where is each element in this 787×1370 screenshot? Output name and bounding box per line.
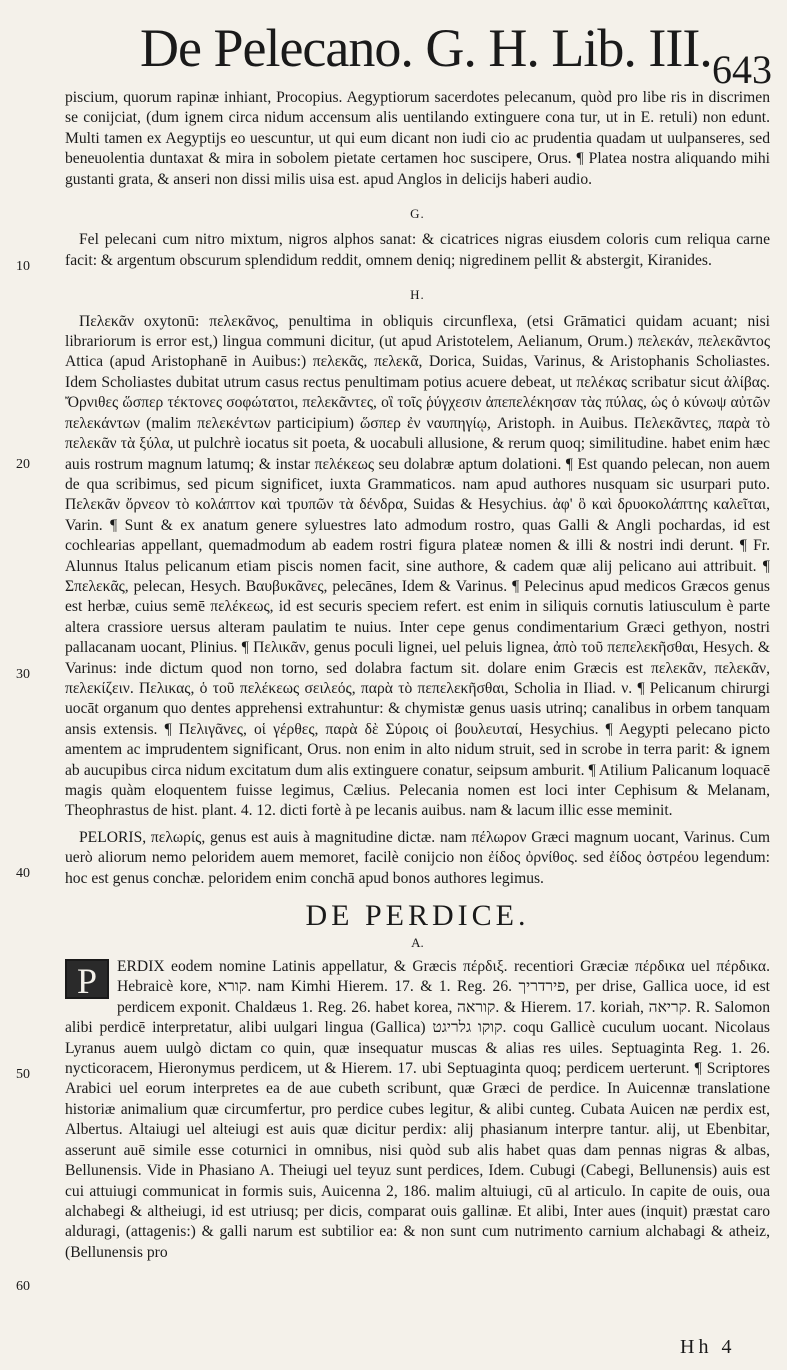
margin-line-number-50: 50	[16, 1067, 30, 1082]
paragraph-peloris: PELORIS, πελωρίς, genus est auis à magnitudine dictæ. nam πέλωρον Græci magnum uocant, Varinus. Cum uerò aliorum nemo peloridem auem memoret, facilè conijcio non ἐίδος ὀρνίθος. sed ἐίδος ὀστρέου legendum: hoc est genus conchæ. peloridem enim conchā apud bonos authores legimus.	[65, 828, 770, 887]
paragraph-h: Πελεκᾶν oxytonū: πελεκᾶνος, penultima in obliquis circunflexa, (etsi Grāmatici quidam acuant; nisi librariorum is error est,) lingua communi dicitur, (ut apud Aristotelem, Aelianum, Orum.) πελεκάν, πελεκᾶντος Attica (apud Aristophanē in Auibus:) πελεκᾶς, πελεκᾶ, Dorica, Suidas, Varinus, & Aristophanis Scholiastes. Idem Scholiastes dubitat utrum casus rectus penultimam potius acuere debeat, ut πελέκας scribatur sicut ἀλίβας. Ὄρνιθες ὥσπερ τέκτονες σοφώτατοι, πελεκᾶντες, οἳ τοῖς ῥύγχεσιν ἀπεπελέκησαν τὰς πύλας, ὡς ὁ κύνωψ αὐτῶν πελεκάντων (malim πελεκέντων participium) ὥσπερ ἐν ναυπηγίῳ, Aristoph. in Auibus. Πελεκᾶντες, παρὰ τὸ πελεκᾶν τὰ ξύλα, ut pulchrè iocatus sit poeta, & uocabuli allusione, & rerum quoq; similitudine. habet enim hæc auis rostrum magnum latumq; & instar πελέκεως seu dolabræ aptum dolationi. ¶ Est quando pelecan, non auem de qua scribimus, sed picum significet, iuxta Grammaticos. nam apud authores nusquam sic usurpari puto. Πελεκᾶν ὄρνεον τὸ κολάπτον καὶ τρυπῶν τὰ δένδρα, Suidas & Hesychius. ἀφ' ὃ καὶ δρυοκολάπτης καλεῖται, Varin. ¶ Sunt & ex anatum genere syluestres lato admodum rostro, quas Galli & Angli pochardas, id est cochlearias appellant, quemadmodum ab eadem rostri figura plateæ nomen & illi & nostri indi derunt. ¶ Fr. Alunnus Italus pelicanum etiam piscis nomen facit, sine authore, & cadem quæ alij pelicano aui attribuit. ¶ Σπελεκᾶς, pelecan, Hesych. Βαυβυκᾶνες, pelecānes, Idem & Varinus. ¶ Pelecinus apud medicos Græcos genus est herbæ, cuius semē πελέκεως, id est securis speciem refert. est enim in siliquis cornutis latiusculum è parte altera crassiore uersus alteram paulatim te nuius. Inter cepe genus condimentarium Græci gethyon, nostri pallacanam uocant, Plinius. ¶ Πελικᾶν, genus poculi lignei, uel peluis lignea, ἀπὸ τοῦ πεπελεκῆσθαι, Hesych. & Varinus: inde dictum quod non torno, sed dolabra factum sit. dolare enim Græcis est πελεκᾶν, πελεκᾶν, πελεκίζειν. Πελικας, ὁ τοῦ πελέκεως σειλεός, παρὰ τὸ πεπελεκῆσθαι, Scholia in Iliad. ν. ¶ Pelicanum chirurgi uocāt organum quo dentes apprehensi extrahuntur: & chymistæ genus uasis utrinq; canalibus in orbem tanquam ansis extensis. ¶ Πελιγᾶνες, οἱ γέρθες, παρὰ δὲ Σύροις οἱ βουλευταί, Hesychius. ¶ Aegypti pelecano picto amentem ac imprudentem significant, Orus. non enim in alto nidum struit, sed in scrobe in terra parit: & ignem ab aucupibus circa nidum excitatum dum alis extinguere conatur, seipsum amburit. ¶ Atilium Palicanum loquacē magis quàm eloquentem fuisse legimus, Cælius. Pelecania nomen est loci inter Cephisum & Melanam, Theophrastus de hist. plant. 4. 12. dicti fortè à pe lecanis auibus. nam & lacum illic esse meminit.	[65, 312, 770, 820]
paragraph-perdix	[65, 957, 770, 1263]
section-title-de-perdice: DE PERDICE.	[305, 899, 530, 933]
section-letter-h: H.	[410, 287, 425, 303]
margin-line-number-10: 10	[16, 259, 30, 274]
paragraph-continuation: piscium, quorum rapinæ inhiant, Procopius. Aegyptiorum sacerdotes pelecanum, quòd pro libe ris in discrimen se conijciat, (dum ignem circa nidum accensum alis uentilando extinguere cona tur, ut in E. retuli) non edunt. Multi tamen ex Aegyptijs eo uescuntur, ut qui eum dicant non iudi cio ac prudentia quadam ut uulpanseres, sed beneuolentia duntaxat & mira in sobolem pietate certamen hoc suscipere, Orus. ¶ Platea nostra aliquando mihi gustanti grata, & anseri non dissi milis uisa est. apud Anglos in delicijs haberi audio.	[65, 89, 770, 188]
dropcap-letter: P	[65, 959, 109, 999]
paragraph-perdix-text: ERDIX eodem nomine Latinis appellatur, & Græcis πέρδιξ. recentiori Græciæ πέρδικα uel πέρδικα. Hebraicè kore, קורא. nam Kimhi Hierem. 17. & 1. Reg. 26. פירדריך, per drise, Gallica uoce, id est perdicem exponit. Chaldæus 1. Reg. 26. habet korea, קוראה. & Hierem. 17. koriah, קריאה. R. Salomon alibi perdicē interpretatur, alibi uulgari lingua (Gallica) קוקו גלריגט. coqu Gallicè cuculum uocant. Nicolaus Lyranus auem uulgò dictam co quin, quæ insequatur muscas & alias res uiles. Septuaginta Reg. 1. 26. nycticoracem, Hieronymus perdicem, ut & Hierem. 17. ubi Septuaginta quoq; perdicem uerterunt. ¶ Scriptores Arabici uel eorum interpretes ea de aue cubeth scribunt, quæ Græci de perdice. In Auicennæ translatione historiæ animalium quæ circumfertur, pro perdice cubes legitur, & alibi cunteg. Cubata Auicen næ perdix est, Albertus. Altaiugi uel alteiugi est auis quæ dicitur perdix: alij phasianum interpre tantur. alij, ut Ebenbitar, asserunt auē simile esse coturnici in omnibus, nisi quòd sub alis habet quas dam pennas nigras & albas, Bellunensis. Vide in Phasiano A. Theiugi uel teyuz sunt perdices, Idem. Cubugi (Cabegi, Bellunensis) auis est cui attuiugi communicat in formis suis, Auicenna 2, 186. malim altuiugi, cū al articulo. In capite de ouis, oua alchabegi & altheiugi, id est utriusq; per dicis, comparat ouis gallinæ. Et alibi, Inter aues (inquit) præstat caro alduragi, (attagenis:) & galli narum est subtilior ea: & non sunt cum nutrimento carnium alchabagi & atheiz, (Bellunensis pro	[65, 958, 771, 1261]
section-letter-g: G.	[410, 206, 425, 222]
body-text	[65, 88, 770, 1263]
margin-line-number-60: 60	[16, 1279, 30, 1294]
section-letter-a: A.	[411, 935, 424, 951]
signature-mark: Hh 4	[680, 1336, 736, 1358]
page-header	[140, 18, 780, 92]
margin-line-number-20: 20	[16, 457, 30, 472]
margin-line-number-40: 40	[16, 866, 30, 881]
paragraph-g: Fel pelecani cum nitro mixtum, nigros alphos sanat: & cicatrices nigras eiusdem coloris cum reliqua carne facit: & argentum obscurum splendidum reddit, omnem deniq; nigredinem pellit & abstergit, Kiranides.	[65, 231, 770, 269]
running-title: De Pelecano. G. H. Lib. III.	[140, 18, 712, 78]
page-number: 643	[712, 47, 772, 92]
margin-line-number-30: 30	[16, 667, 30, 682]
